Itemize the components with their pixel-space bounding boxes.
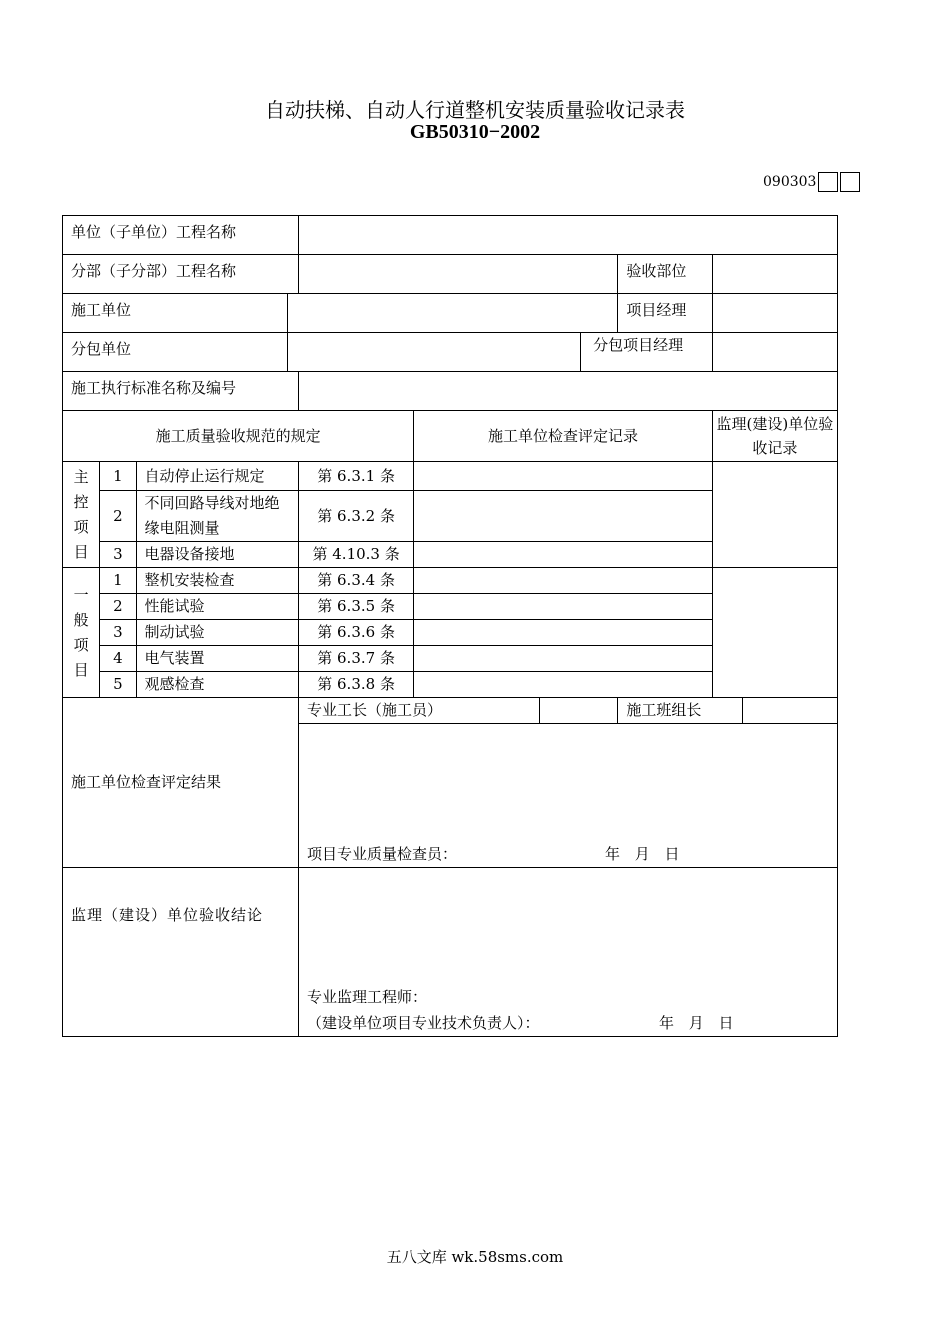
subcontract-unit-label: 分包单位 (63, 333, 288, 372)
main-item-record[interactable] (414, 542, 713, 568)
general-item-clause: 第 6.3.4 条 (298, 568, 413, 594)
main-item-clause: 第 6.3.1 条 (298, 462, 413, 491)
form-code (763, 172, 860, 192)
general-item-no: 2 (100, 594, 136, 620)
unit-project-label: 单位（子单位）工程名称 (63, 216, 299, 255)
general-item-record[interactable] (414, 568, 713, 594)
supervision-header: 监理(建设)单位验收记录 (712, 411, 837, 462)
conclusion-date: 年 月 日 (658, 1013, 734, 1032)
main-item-record[interactable] (414, 491, 713, 542)
general-group-label: 一般项目 (63, 568, 100, 698)
main-item-no: 1 (100, 462, 136, 491)
record-header: 施工单位检查评定记录 (414, 411, 713, 462)
team-leader-label: 施工班组长 (618, 698, 743, 724)
main-item-clause: 第 6.3.2 条 (298, 491, 413, 542)
standard-name-value[interactable] (298, 372, 837, 411)
general-item-name: 制动试验 (136, 620, 298, 646)
general-item-name: 整机安装检查 (136, 568, 298, 594)
general-supervision-record[interactable] (712, 568, 837, 698)
general-item-no: 3 (100, 620, 136, 646)
main-item-clause: 第 4.10.3 条 (298, 542, 413, 568)
general-item-no: 5 (100, 672, 136, 698)
main-item-name: 自动停止运行规定 (136, 462, 298, 491)
general-item-record[interactable] (414, 672, 713, 698)
conclusion-label: 监理（建设）单位验收结论 (63, 868, 299, 1037)
main-supervision-record[interactable] (712, 462, 837, 568)
acceptance-part-label: 验收部位 (618, 255, 712, 294)
construction-unit-label: 施工单位 (63, 294, 288, 333)
inspector-label: 项目专业质量检查员： (306, 844, 457, 863)
general-item-record[interactable] (414, 594, 713, 620)
subcontract-unit-value[interactable] (288, 333, 581, 372)
spec-header: 施工质量验收规范的规定 (63, 411, 414, 462)
main-item-name: 电器设备接地 (136, 542, 298, 568)
team-leader-value[interactable] (743, 698, 838, 724)
main-group-label: 主控项目 (63, 462, 100, 568)
main-item-record[interactable] (414, 462, 713, 491)
sub-project-label: 分部（子分部）工程名称 (63, 255, 299, 294)
footer-watermark: 五八文库 wk.58sms.com (386, 1248, 564, 1266)
foreman-value[interactable] (540, 698, 618, 724)
engineer-label: 专业监理工程师： (306, 988, 427, 1006)
result-signature-area[interactable] (298, 724, 837, 868)
general-item-name: 电气装置 (136, 646, 298, 672)
owner-label: （建设单位项目专业技术负责人）： (306, 1013, 540, 1032)
main-item-no: 3 (100, 542, 136, 568)
main-item-name: 不同回路导线对地绝缘电阻测量 (136, 491, 298, 542)
subcontract-manager-value[interactable] (712, 333, 837, 372)
acceptance-part-value[interactable] (712, 255, 837, 294)
general-item-no: 4 (100, 646, 136, 672)
acceptance-form-table (62, 215, 838, 1037)
standard-code: GB50310−2002 (409, 121, 541, 143)
general-item-name: 性能试验 (136, 594, 298, 620)
conclusion-signature-area[interactable] (298, 868, 837, 1037)
construction-unit-value[interactable] (288, 294, 618, 333)
main-item-no: 2 (100, 491, 136, 542)
project-manager-label: 项目经理 (618, 294, 712, 333)
standard-name-label: 施工执行标准名称及编号 (63, 372, 299, 411)
general-item-record[interactable] (414, 646, 713, 672)
general-item-name: 观感检查 (136, 672, 298, 698)
form-code-number: 090303 (763, 174, 817, 190)
subcontract-manager-label: 分包项目经理 (581, 333, 713, 372)
foreman-label: 专业工长（施工员） (298, 698, 539, 724)
general-item-no: 1 (100, 568, 136, 594)
inspector-line (307, 841, 829, 867)
general-item-record[interactable] (414, 620, 713, 646)
general-item-clause: 第 6.3.7 条 (298, 646, 413, 672)
sub-project-value[interactable] (298, 255, 617, 294)
general-item-clause: 第 6.3.5 条 (298, 594, 413, 620)
result-date: 年 月 日 (604, 844, 680, 863)
result-label: 施工单位检查评定结果 (63, 698, 299, 868)
unit-project-value[interactable] (298, 216, 837, 255)
owner-line (307, 1010, 829, 1036)
general-item-clause: 第 6.3.8 条 (298, 672, 413, 698)
code-box-2[interactable] (840, 172, 860, 192)
code-box-1[interactable] (818, 172, 838, 192)
form-title: 自动扶梯、自动人行道整机安装质量验收记录表 (265, 98, 685, 122)
general-item-clause: 第 6.3.6 条 (298, 620, 413, 646)
project-manager-value[interactable] (712, 294, 837, 333)
